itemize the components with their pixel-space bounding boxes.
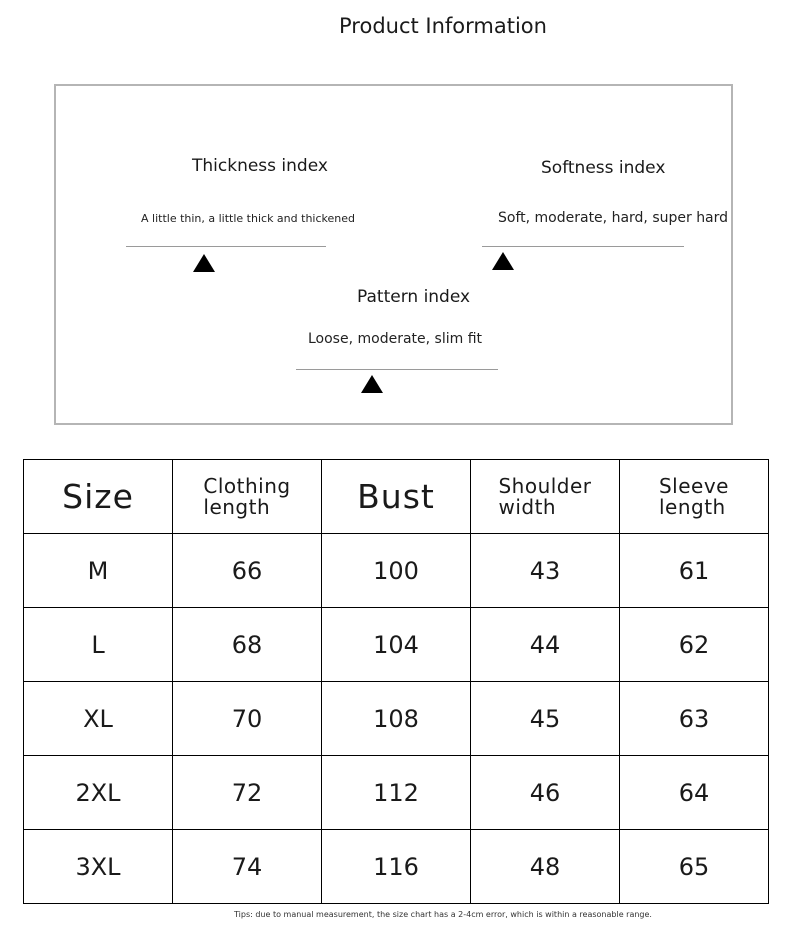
cell-shoulder-width: 45 <box>471 682 620 756</box>
table-row <box>24 830 769 904</box>
softness-scale-line <box>482 246 684 247</box>
cell-bust: 112 <box>322 756 471 830</box>
cell-size: L <box>24 608 173 682</box>
pattern-index-options: Loose, moderate, slim fit <box>308 331 483 347</box>
table-row <box>24 682 769 756</box>
cell-sleeve-length: 65 <box>620 830 769 904</box>
cell-clothing-length: 66 <box>173 534 322 608</box>
thickness-index-options: A little thin, a little thick and thickened <box>141 212 355 225</box>
header-clothing-length: Clothing length <box>173 460 322 534</box>
cell-sleeve-length: 62 <box>620 608 769 682</box>
pattern-indicator-triangle-icon <box>361 375 383 393</box>
cell-bust: 108 <box>322 682 471 756</box>
cell-size: M <box>24 534 173 608</box>
softness-index-options: Soft, moderate, hard, super hard <box>498 210 729 226</box>
header-sleeve-length: Sleeve length <box>620 460 769 534</box>
product-index-panel <box>54 84 733 425</box>
cell-size: 3XL <box>24 830 173 904</box>
page-title: Product Information <box>339 14 547 38</box>
table-row <box>24 608 769 682</box>
cell-shoulder-width: 46 <box>471 756 620 830</box>
header-bust: Bust <box>322 460 471 534</box>
cell-bust: 100 <box>322 534 471 608</box>
cell-sleeve-length: 61 <box>620 534 769 608</box>
cell-size: XL <box>24 682 173 756</box>
thickness-scale-line <box>126 246 326 247</box>
pattern-scale-line <box>296 369 498 370</box>
thickness-index-title: Thickness index <box>192 156 328 176</box>
cell-shoulder-width: 43 <box>471 534 620 608</box>
cell-sleeve-length: 64 <box>620 756 769 830</box>
table-row <box>24 534 769 608</box>
softness-index-title: Softness index <box>541 158 666 178</box>
cell-clothing-length: 72 <box>173 756 322 830</box>
cell-clothing-length: 70 <box>173 682 322 756</box>
pattern-index-title: Pattern index <box>357 287 471 307</box>
measurement-tips: Tips: due to manual measurement, the size chart has a 2-4cm error, which is within a reasonable range. <box>234 910 652 919</box>
cell-sleeve-length: 63 <box>620 682 769 756</box>
thickness-indicator-triangle-icon <box>193 254 215 272</box>
header-shoulder-width: Shoulder width <box>471 460 620 534</box>
header-size: Size <box>24 460 173 534</box>
table-row <box>24 756 769 830</box>
table-header-row <box>24 460 769 534</box>
cell-shoulder-width: 48 <box>471 830 620 904</box>
size-chart-table <box>23 459 769 904</box>
cell-bust: 116 <box>322 830 471 904</box>
cell-clothing-length: 68 <box>173 608 322 682</box>
cell-bust: 104 <box>322 608 471 682</box>
cell-clothing-length: 74 <box>173 830 322 904</box>
cell-size: 2XL <box>24 756 173 830</box>
cell-shoulder-width: 44 <box>471 608 620 682</box>
softness-indicator-triangle-icon <box>492 252 514 270</box>
